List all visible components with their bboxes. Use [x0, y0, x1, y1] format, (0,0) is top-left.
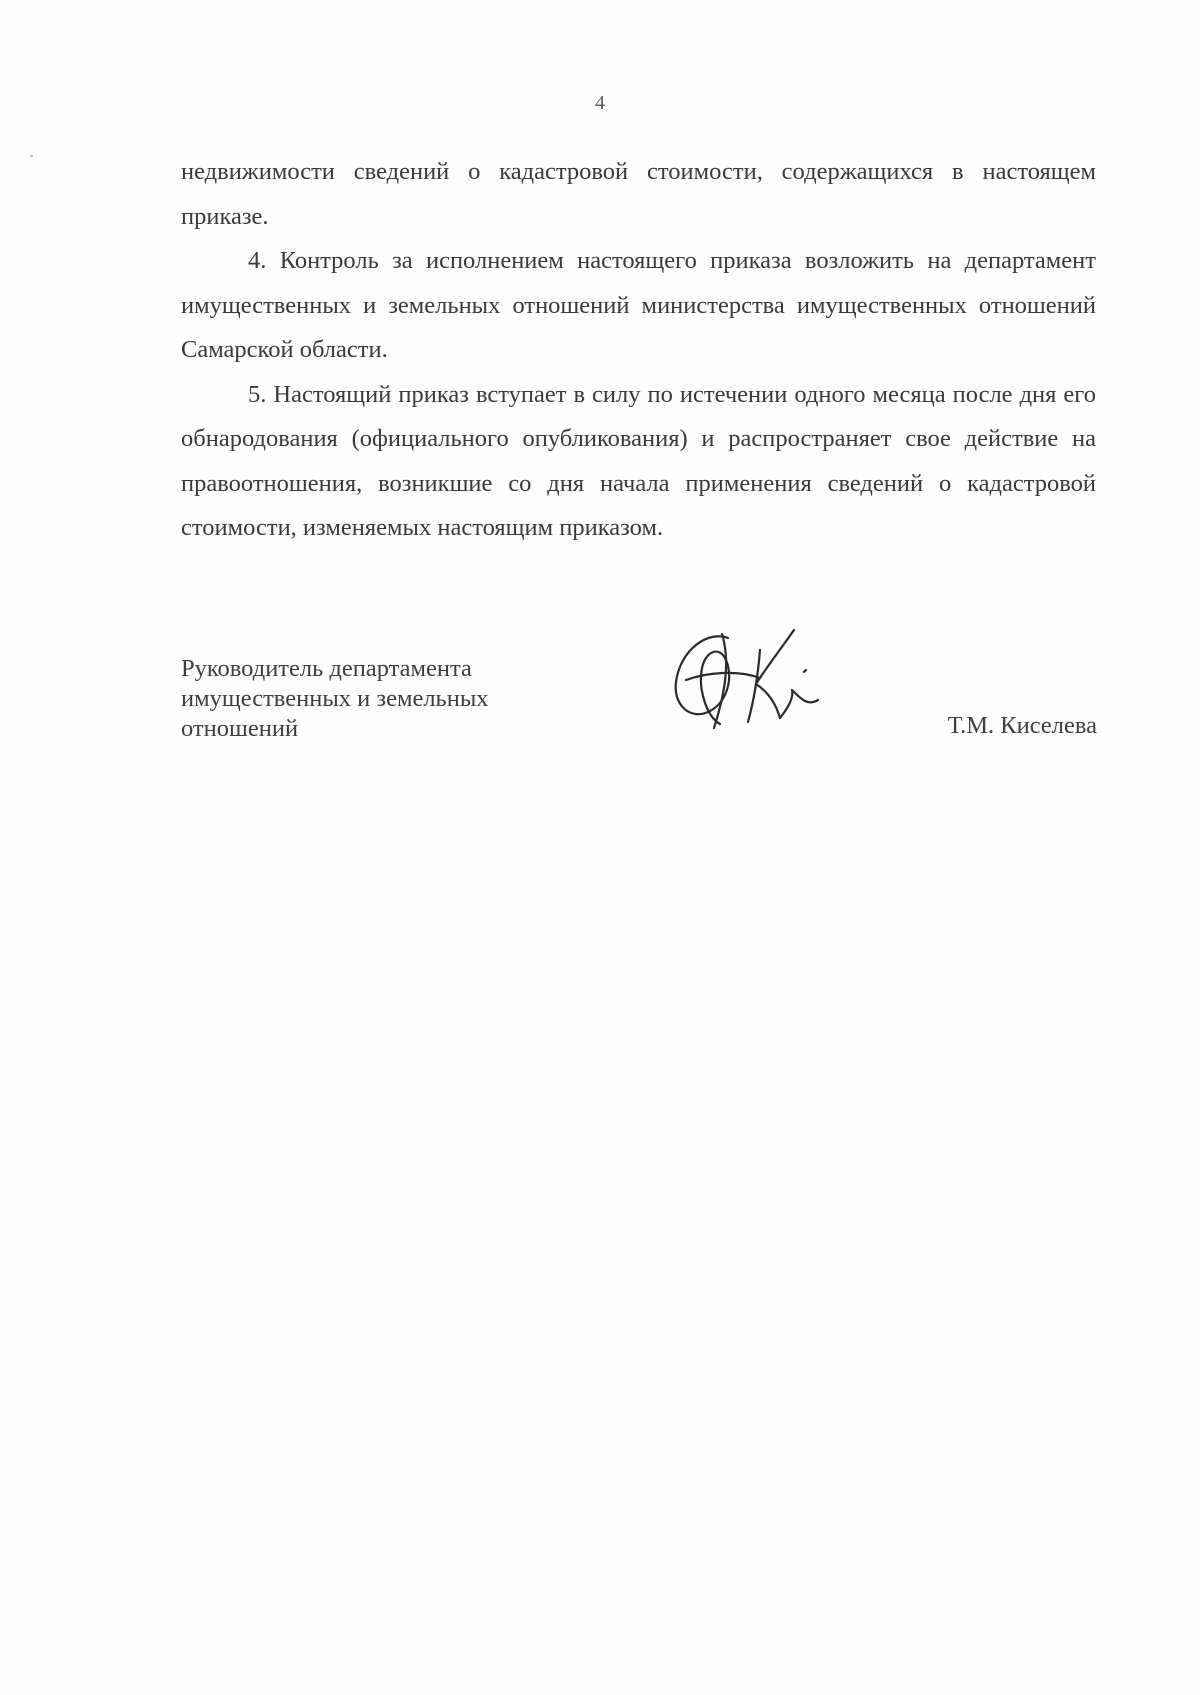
signatory-title-line-3: отношений — [181, 715, 299, 742]
scan-speck — [30, 155, 33, 157]
signatory-title-line-2: имущественных и земельных — [181, 685, 489, 712]
signature-stroke-1 — [676, 636, 729, 724]
paragraph-item-5: 5. Настоящий приказ вступает в силу по истечении одного месяца после дня его обнародования (официального опубликования) и распространяет свое действие на правоотношения, возникшие со дня начала применения сведений о кадастровой стоимости, изменяемых настоящим приказом. — [181, 380, 1096, 541]
paragraph-continuation: недвижимости сведений о кадастровой стоимости, содержащихся в настоящем приказе. — [181, 158, 1096, 230]
page-number: 4 — [595, 92, 605, 114]
signature-stroke-7 — [804, 670, 806, 672]
signature-stroke-2 — [714, 634, 726, 728]
document-body — [181, 150, 1096, 551]
signer-name: Т.М. Киселева — [947, 712, 1097, 739]
paragraph-item-4: 4. Контроль за исполнением настоящего приказа возложить на департамент имущественных и земельных отношений министерства имущественных отношений Самарской области. — [181, 247, 1096, 363]
signature-stroke-3 — [686, 673, 760, 680]
signatory-title — [181, 654, 489, 744]
signatory-title-line-1: Руководитель департамента — [181, 655, 472, 682]
signature-stroke-6 — [780, 690, 818, 718]
handwritten-signature — [668, 620, 828, 735]
